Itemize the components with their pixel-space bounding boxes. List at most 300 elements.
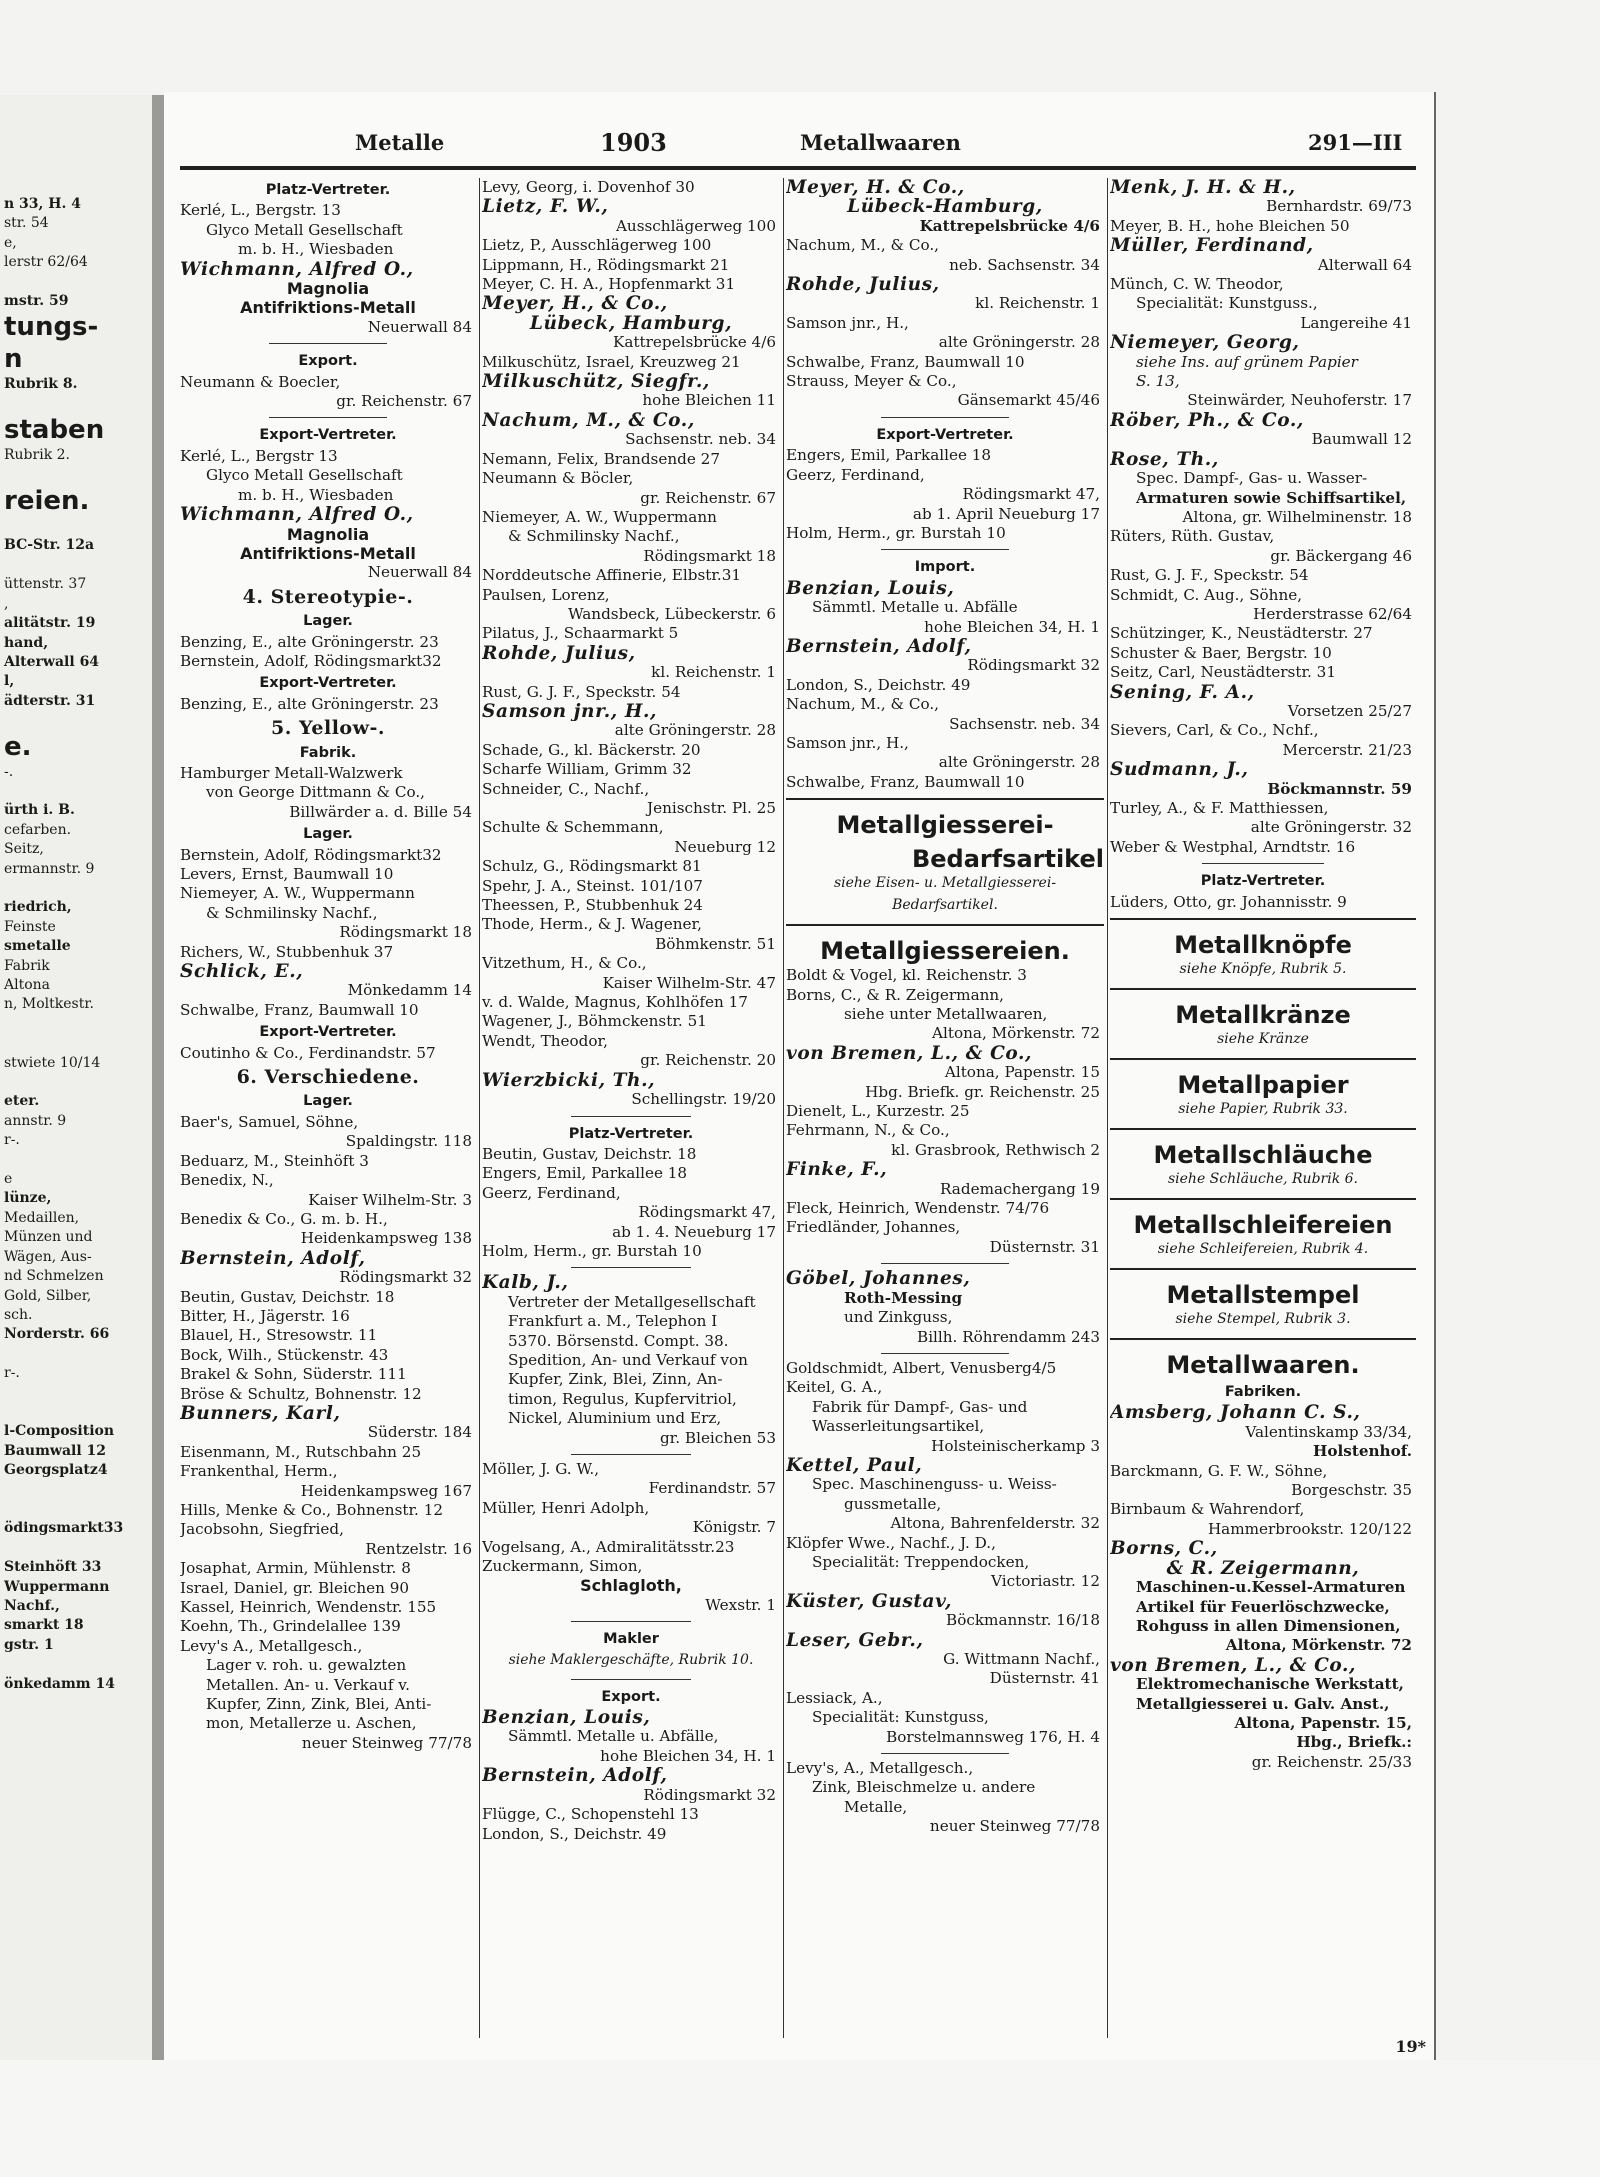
entry-line: Wendt, Theodor, xyxy=(482,1031,608,1050)
left-page-text-fragment xyxy=(4,273,149,292)
firm-name: Niemeyer, Georg, xyxy=(1110,333,1300,353)
entry-line: London, S., Deichstr. 49 xyxy=(482,1824,667,1843)
entry-line: Niemeyer, A. W., Wuppermann xyxy=(180,884,415,903)
entry-line: Coutinho & Co., Ferdinandstr. 57 xyxy=(180,1043,436,1062)
left-page-text-fragment: l-Composition xyxy=(4,1423,115,1440)
entry-line: Dienelt, L., Kurzestr. 25 xyxy=(786,1102,970,1121)
entry-detail: Vertreter der Metallgesellschaft xyxy=(508,1292,756,1311)
left-page-text-fragment: e, xyxy=(4,234,17,251)
entry-line: Sievers, Carl, & Co., Nchf., xyxy=(1110,721,1319,740)
directory-page xyxy=(164,92,1436,2060)
firm-name: Benzian, Louis, xyxy=(786,578,955,599)
entry-line: Milkuschütz, Israel, Kreuzweg 21 xyxy=(482,352,741,371)
address-line: Alterwall 64 xyxy=(1317,255,1412,274)
address-line: gr. Reichenstr. 20 xyxy=(640,1051,776,1070)
section-rule xyxy=(1110,988,1416,990)
left-page-text-fragment xyxy=(4,1073,149,1092)
left-page-text-fragment: riedrich, xyxy=(4,899,72,916)
entry-detail: Metallgiesserei u. Galv. Anst., xyxy=(1136,1694,1390,1713)
left-page-text-fragment: e xyxy=(4,1171,13,1188)
column-divider xyxy=(783,178,784,2038)
address-line: gr. Reichenstr. 25/33 xyxy=(1251,1752,1412,1771)
entry-detail: Elektromechanische Werkstatt, xyxy=(1136,1675,1404,1694)
section-title: Metallgiesserei- xyxy=(836,811,1054,840)
product-line: Antifriktions-Metall xyxy=(240,543,416,563)
firm-name: Menk, J. H. & H., xyxy=(1110,178,1296,198)
entry-line: Beduarz, M., Steinhöft 3 xyxy=(180,1151,369,1170)
left-page-text-fragment: Baumwall 12 xyxy=(4,1442,107,1459)
book-gutter xyxy=(152,95,164,2060)
address-line: Gänsemarkt 45/46 xyxy=(957,391,1100,410)
entry-line: Israel, Daniel, gr. Bleichen 90 xyxy=(180,1578,410,1597)
left-page-text-fragment: stwiete 10/14 xyxy=(4,1054,101,1071)
entry-detail: Metallen. An- u. Verkauf v. xyxy=(206,1675,410,1694)
entry-line: Lippmann, H., Rödingsmarkt 21 xyxy=(482,255,730,274)
entry-line: Friedländer, Johannes, xyxy=(786,1218,961,1237)
firm-name: Wierzbicki, Th., xyxy=(482,1070,656,1091)
address-line: Kattrepelsbrücke 4/6 xyxy=(919,216,1100,235)
entry-line: London, S., Deichstr. 49 xyxy=(786,675,971,694)
entry-line: Beutin, Gustav, Deichstr. 18 xyxy=(482,1144,697,1163)
address-line: Altona, Bahrenfelderstr. 32 xyxy=(890,1514,1100,1533)
entry-line: Vogelsang, A., Admiralitätsstr.23 xyxy=(482,1537,735,1556)
address-line: kl. Grasbrook, Rethwisch 2 xyxy=(891,1140,1100,1159)
firm-name: Lübeck, Hamburg, xyxy=(529,313,733,334)
address-line: Düsternstr. 41 xyxy=(989,1669,1100,1688)
left-page-text-fragment: Wägen, Aus- xyxy=(4,1248,92,1265)
firm-name: Finke, F., xyxy=(786,1160,888,1180)
left-page-text-fragment xyxy=(4,1481,149,1500)
firm-name: Meyer, H. & Co., xyxy=(786,178,965,198)
left-page-text-fragment xyxy=(4,1015,149,1034)
left-page-text-fragment: alitätstr. 19 xyxy=(4,615,96,632)
entry-line: Scharfe William, Grimm 32 xyxy=(482,760,692,779)
separator-rule xyxy=(571,1454,690,1455)
entry-line: Engers, Emil, Parkallee 18 xyxy=(482,1164,688,1183)
firm-name: Borns, C., xyxy=(1110,1539,1218,1559)
entry-detail: Roth-Messing xyxy=(844,1288,963,1307)
address-line: Böhmkenstr. 51 xyxy=(655,934,776,953)
left-page-text-fragment: r-. xyxy=(4,1132,20,1149)
entry-line: Samson jnr., H., xyxy=(786,313,909,332)
address-line: Hbg., Briefk.: xyxy=(1296,1733,1412,1752)
entry-line: v. d. Walde, Magnus, Kohlhöfen 17 xyxy=(482,993,748,1012)
entry-detail: Glyco Metall Gesellschaft xyxy=(206,466,403,485)
address-line: Böckmannstr. 59 xyxy=(1267,779,1412,798)
address-line: kl. Reichenstr. 1 xyxy=(651,663,776,682)
entry-detail: Spedition, An- und Verkauf von xyxy=(508,1350,748,1369)
entry-detail: und Zinkguss, xyxy=(844,1308,953,1327)
left-page-text-fragment: staben xyxy=(4,415,105,446)
entry-detail: Rohguss in allen Dimensionen, xyxy=(1136,1616,1401,1635)
address-line: Ferdinandstr. 57 xyxy=(648,1479,776,1498)
left-page-text-fragment xyxy=(4,1500,149,1519)
entry-line: Keitel, G. A., xyxy=(786,1378,883,1397)
address-line: Kattrepelsbrücke 4/6 xyxy=(613,333,776,352)
address-line: Victoriastr. 12 xyxy=(991,1572,1100,1591)
address-line: Borgeschstr. 35 xyxy=(1291,1481,1412,1500)
cross-reference: siehe Schleifereien, Rubrik 4. xyxy=(1157,1241,1369,1258)
section-rule xyxy=(1110,1198,1416,1200)
entry-detail: gussmetalle, xyxy=(844,1494,942,1513)
entry-line: Neumann & Böcler, xyxy=(482,469,634,488)
subsection-heading: Export-Vertreter. xyxy=(259,1024,397,1041)
address-line: Bernhardstr. 69/73 xyxy=(1266,197,1412,216)
entry-line: Richers, W., Stubbenhuk 37 xyxy=(180,942,394,961)
left-page-edge xyxy=(0,95,155,2060)
firm-name: Leser, Gebr., xyxy=(786,1630,924,1650)
address-line: Neuerwall 84 xyxy=(367,563,472,582)
scan-bottom xyxy=(0,2060,1600,2177)
firm-name: Bunners, Karl, xyxy=(180,1403,341,1424)
entry-line: Koehn, Th., Grindelallee 139 xyxy=(180,1617,401,1636)
entry-line: Nachum, M., & Co., xyxy=(786,695,940,714)
entry-line: Flügge, C., Schopenstehl 13 xyxy=(482,1805,699,1824)
left-page-text-fragment: önkedamm 14 xyxy=(4,1675,115,1692)
product-line: Magnolia xyxy=(286,524,370,544)
entry-line: Vitzethum, H., & Co., xyxy=(482,954,647,973)
separator-rule xyxy=(881,549,1008,550)
left-page-text-fragment: üttenstr. 37 xyxy=(4,576,87,593)
entry-line: Lessiack, A., xyxy=(786,1688,883,1707)
firm-name: von Bremen, L., & Co., xyxy=(1110,1655,1357,1676)
separator-rule xyxy=(269,343,387,344)
left-page-text-fragment: Rubrik 8. xyxy=(4,376,78,393)
entry-line: Schwalbe, Franz, Baumwall 10 xyxy=(180,1000,419,1019)
left-page-text-fragment: r-. xyxy=(4,1365,20,1382)
entry-line: Birnbaum & Wahrendorf, xyxy=(1110,1500,1305,1519)
separator-rule xyxy=(881,1353,1008,1354)
section-title: Metallgiessereien. xyxy=(820,937,1070,966)
cross-reference: siehe Kränze xyxy=(1217,1031,1309,1048)
subsection-heading: Platz-Vertreter. xyxy=(1200,873,1326,890)
entry-detail: m. b. H., Wiesbaden xyxy=(238,240,394,259)
left-page-text-fragment: Seitz, xyxy=(4,841,44,858)
entry-line: Geerz, Ferdinand, xyxy=(786,465,925,484)
entry-line: Brakel & Sohn, Süderstr. 111 xyxy=(180,1365,407,1384)
entry-line: Levy's, A., Metallgesch., xyxy=(786,1759,974,1778)
firm-name: Bernstein, Adolf, xyxy=(180,1248,366,1269)
address-line: Schellingstr. 19/20 xyxy=(631,1090,776,1109)
entry-line: Paulsen, Lorenz, xyxy=(482,585,610,604)
subsection-heading: Lager. xyxy=(303,613,353,630)
entry-detail: Kupfer, Zink, Blei, Zinn, An- xyxy=(508,1370,723,1389)
address-line: Rödingsmarkt 18 xyxy=(339,923,472,942)
address-line: Königstr. 7 xyxy=(692,1518,776,1537)
address-line: Süderstr. 184 xyxy=(367,1423,472,1442)
entry-line: Levers, Ernst, Baumwall 10 xyxy=(180,865,394,883)
entry-line: Meyer, B. H., hohe Bleichen 50 xyxy=(1110,216,1350,235)
left-page-text-fragment xyxy=(4,517,149,536)
entry-detail: Specialität: Kunstguss., xyxy=(1136,294,1318,313)
address-line: gr. Reichenstr. 67 xyxy=(640,488,776,507)
subsection-heading: Export-Vertreter. xyxy=(259,427,397,444)
address-line: Vorsetzen 25/27 xyxy=(1287,701,1412,720)
separator-rule xyxy=(571,1621,690,1622)
column-3 xyxy=(786,178,1104,2038)
entry-line: Müller, Henri Adolph, xyxy=(482,1498,650,1517)
entry-detail: m. b. H., Wiesbaden xyxy=(238,485,394,504)
entry-line: Lietz, P., Ausschlägerweg 100 xyxy=(482,236,712,255)
subsection-heading: Fabriken. xyxy=(1224,1384,1302,1401)
firm-name: Wichmann, Alfred O., xyxy=(180,259,414,280)
entry-line: Benzing, E., alte Gröningerstr. 23 xyxy=(180,632,439,651)
separator-rule xyxy=(881,417,1008,418)
entry-line: Benedix, N., xyxy=(180,1171,274,1190)
entry-line: Weber & Westphal, Arndtstr. 16 xyxy=(1110,837,1356,856)
entry-line: Lüders, Otto, gr. Johannisstr. 9 xyxy=(1110,892,1347,911)
address-line: alte Gröningerstr. 32 xyxy=(1250,818,1412,837)
entry-line: Bock, Wilh., Stückenstr. 43 xyxy=(180,1345,389,1364)
left-page-text-fragment: Nachf., xyxy=(4,1598,60,1614)
left-page-text-fragment: Fabrik xyxy=(4,957,50,974)
entry-line: Schulz, G., Rödingsmarkt 81 xyxy=(482,857,702,876)
address-line: Rademachergang 19 xyxy=(940,1179,1100,1198)
firm-name: Rohde, Julius, xyxy=(482,643,636,664)
entry-line: Schade, G., kl. Bäckerstr. 20 xyxy=(482,740,701,759)
firm-name: & R. Zeigermann, xyxy=(1166,1558,1360,1579)
separator-rule xyxy=(571,1116,690,1117)
column-divider xyxy=(479,178,480,2038)
firm-name: Milkuschütz, Siegfr., xyxy=(482,372,710,392)
entry-line: Schwalbe, Franz, Baumwall 10 xyxy=(786,352,1025,371)
address-line: alte Gröningerstr. 28 xyxy=(614,721,776,740)
address-line: Sachsenstr. neb. 34 xyxy=(625,430,776,449)
cross-reference: siehe Stempel, Rubrik 3. xyxy=(1175,1311,1351,1328)
entry-line: Jacobsohn, Siegfried, xyxy=(180,1520,344,1539)
firm-name: Rohde, Julius, xyxy=(786,275,940,295)
entry-line: Geerz, Ferdinand, xyxy=(482,1183,621,1202)
entry-line: Strauss, Meyer & Co., xyxy=(786,372,957,391)
left-page-text-fragment: lünze, xyxy=(4,1190,52,1207)
firm-name: Meyer, H., & Co., xyxy=(482,294,668,314)
left-page-text-fragment: hand, xyxy=(4,634,49,651)
address-line: Valentinskamp 33/34, xyxy=(1245,1422,1412,1441)
entry-detail: Specialität: Kunstguss, xyxy=(812,1708,989,1727)
left-page-text-fragment: Altona xyxy=(4,977,51,993)
left-page-text-fragment: Münzen und xyxy=(4,1229,93,1246)
column-divider xyxy=(1107,178,1108,2038)
entry-detail: Armaturen sowie Schiffsartikel, xyxy=(1136,488,1407,507)
address-line: Altona, Papenstr. 15, xyxy=(1234,1713,1412,1732)
separator-rule xyxy=(881,1753,1008,1754)
firm-name: Bernstein, Adolf, xyxy=(482,1766,668,1786)
left-page-text-fragment xyxy=(4,1151,149,1170)
left-page-text-fragment xyxy=(4,782,149,801)
entry-detail: von George Dittmann & Co., xyxy=(206,783,425,802)
address-line: gr. Reichenstr. 67 xyxy=(336,392,472,411)
left-page-text-fragment: smarkt 18 xyxy=(4,1617,84,1634)
left-page-text-fragment: Gold, Silber, xyxy=(4,1287,92,1304)
address-line: Billh. Röhrendamm 243 xyxy=(917,1327,1100,1346)
left-page-text-fragment xyxy=(4,1384,149,1403)
left-page-text-fragment: tungs- xyxy=(4,312,99,343)
entry-line: Engers, Emil, Parkallee 18 xyxy=(786,446,992,465)
entry-line: Neumann & Boecler, xyxy=(180,372,341,391)
category-heading: 4. Stereotypie-. xyxy=(242,585,414,608)
entry-detail: Metalle, xyxy=(844,1797,908,1816)
entry-detail: Maschinen-u.Kessel-Armaturen xyxy=(1136,1578,1406,1597)
address-line: Steinwärder, Neuhoferstr. 17 xyxy=(1187,391,1412,410)
firm-name: Rose, Th., xyxy=(1110,449,1219,470)
address-line: alte Gröningerstr. 28 xyxy=(938,753,1100,772)
entry-line: Spehr, J. A., Steinst. 101/107 xyxy=(482,876,703,895)
page-header xyxy=(180,126,1416,160)
entry-line: Boldt & Vogel, kl. Reichenstr. 3 xyxy=(786,966,1027,985)
address-line: neuer Steinweg 77/78 xyxy=(301,1733,472,1752)
header-section: Metallwaaren xyxy=(800,130,961,155)
address-line: Kaiser Wilhelm-Str. 47 xyxy=(602,973,776,992)
cross-reference: siehe Schläuche, Rubrik 6. xyxy=(1167,1171,1358,1188)
column-2 xyxy=(482,178,780,2038)
entry-line: Turley, A., & F. Matthiessen, xyxy=(1110,799,1329,817)
header-year: 1903 xyxy=(600,128,667,157)
left-page-text-fragment: n 33, H. 4 xyxy=(4,196,81,212)
entry-detail: Lager v. roh. u. gewalzten xyxy=(206,1656,407,1675)
left-page-text-fragment: Alterwall 64 xyxy=(4,653,100,670)
section-rule xyxy=(1110,1128,1416,1130)
left-page-text-fragment xyxy=(4,1403,149,1422)
firm-name: Lietz, F. W., xyxy=(482,197,609,217)
left-page-text-fragment: Steinhöft 33 xyxy=(4,1559,102,1576)
entry-line: Nemann, Felix, Brandsende 27 xyxy=(482,449,720,468)
entry-line: Goldschmidt, Albert, Venusberg4/5 xyxy=(786,1358,1057,1377)
subsection-heading: Lager. xyxy=(303,826,353,843)
address-line: Rödingsmarkt 32 xyxy=(643,1785,776,1804)
address-line: Altona, gr. Wilhelminenstr. 18 xyxy=(1182,507,1412,526)
firm-name: von Bremen, L., & Co., xyxy=(786,1043,1033,1064)
entry-detail: Nickel, Aluminium und Erz, xyxy=(508,1409,722,1428)
address-line: Rödingsmarkt 18 xyxy=(643,546,776,565)
entry-line: Kerlé, L., Bergstr 13 xyxy=(180,446,338,465)
subsection-heading: Import. xyxy=(914,559,976,576)
separator-rule xyxy=(571,1267,690,1268)
entry-line: Möller, J. G. W., xyxy=(482,1460,600,1478)
address-line: Altona, Papenstr. 15 xyxy=(944,1063,1100,1082)
address-line: Billwärder a. d. Bille 54 xyxy=(289,802,472,821)
firm-name: Schlick, E., xyxy=(180,962,304,982)
entry-line: Rüters, Rüth. Gustav, xyxy=(1110,527,1275,546)
entry-line: Josaphat, Armin, Mühlenstr. 8 xyxy=(180,1559,411,1578)
entry-line: Kerlé, L., Bergstr. 13 xyxy=(180,201,341,220)
address-line: Ausschlägerweg 100 xyxy=(615,216,776,235)
address-line: Kaiser Wilhelm-Str. 3 xyxy=(308,1190,472,1209)
address-line: gr. Bleichen 53 xyxy=(659,1428,776,1447)
entry-detail: Frankfurt a. M., Telephon I xyxy=(508,1312,718,1331)
left-page-text-fragment: n, Moltkestr. xyxy=(4,996,94,1013)
separator-rule xyxy=(1202,863,1324,864)
firm-name: Röber, Ph., & Co., xyxy=(1110,410,1304,431)
entry-line: Hills, Menke & Co., Bohnenstr. 12 xyxy=(180,1501,444,1519)
entry-line: Rust, G. J. F., Speckstr. 54 xyxy=(482,682,681,701)
category-heading: 5. Yellow-. xyxy=(271,717,385,740)
entry-line: Schneider, C., Nachf., xyxy=(482,779,650,798)
left-page-text-fragment: l, xyxy=(4,673,15,690)
entry-line: Schützinger, K., Neustädterstr. 27 xyxy=(1110,624,1373,643)
entry-line: Schulte & Schemmann, xyxy=(482,818,664,837)
address-line: Herderstrasse 62/64 xyxy=(1253,604,1412,623)
left-page-text-fragment: Georgsplatz4 xyxy=(4,1462,108,1479)
address-line: Borstelmannsweg 176, H. 4 xyxy=(886,1727,1100,1746)
entry-line: Beutin, Gustav, Deichstr. 18 xyxy=(180,1287,395,1306)
entry-line: Nachum, M., & Co., xyxy=(786,236,940,255)
firm-name: Amsberg, Johann C. S., xyxy=(1110,1403,1361,1423)
entry-line: Bitter, H., Jägerstr. 16 xyxy=(180,1306,350,1325)
cross-reference: siehe Knöpfe, Rubrik 5. xyxy=(1179,961,1347,978)
entry-line: Samson jnr., H., xyxy=(786,733,909,752)
left-page-text-fragment: Norderstr. 66 xyxy=(4,1326,110,1343)
section-rule xyxy=(1110,1268,1416,1270)
address-line: Wexstr. 1 xyxy=(705,1595,776,1614)
address-line: hohe Bleichen 34, H. 1 xyxy=(924,617,1100,636)
entry-line: Kassel, Heinrich, Wendenstr. 155 xyxy=(180,1598,437,1617)
firm-name: Wichmann, Alfred O., xyxy=(180,505,414,525)
address-line: Jenischstr. Pl. 25 xyxy=(647,799,776,817)
left-page-fragments xyxy=(4,195,149,1694)
entry-detail: Sämmtl. Metalle u. Abfälle, xyxy=(508,1727,719,1746)
firm-name: Küster, Gustav, xyxy=(786,1591,953,1612)
entry-line: Meyer, C. H. A., Hopfenmarkt 31 xyxy=(482,275,736,294)
address-line: Altona, Mörkenstr. 72 xyxy=(1225,1636,1412,1655)
left-page-text-fragment: ermannstr. 9 xyxy=(4,860,95,877)
entry-line: Zuckermann, Simon, xyxy=(482,1557,643,1576)
left-page-text-fragment: Medaillen, xyxy=(4,1209,80,1226)
left-page-text-fragment: sch. xyxy=(4,1306,33,1323)
left-page-text-fragment: Feinste xyxy=(4,918,56,935)
left-page-text-fragment: ödingsmarkt33 xyxy=(4,1520,124,1537)
address-line: Mercerstr. 21/23 xyxy=(1282,740,1412,759)
entry-detail: Glyco Metall Gesellschaft xyxy=(206,220,403,239)
address-line: Altona, Mörkenstr. 72 xyxy=(932,1024,1100,1043)
subsection-heading: Export-Vertreter. xyxy=(876,426,1014,443)
entry-line: Levy, Georg, i. Dovenhof 30 xyxy=(482,178,695,196)
page-signature: 19* xyxy=(1395,2037,1426,2056)
left-page-text-fragment: e. xyxy=(4,731,32,762)
address-line: Böckmannstr. 16/18 xyxy=(946,1611,1100,1630)
address-line: Wandsbeck, Lübeckerstr. 6 xyxy=(567,604,776,623)
entry-line: Eisenmann, M., Rutschbahn 25 xyxy=(180,1442,422,1461)
section-title: Metallschläuche xyxy=(1153,1141,1373,1170)
entry-line: Bernstein, Adolf, Rödingsmarkt32 xyxy=(180,845,442,864)
left-page-text-fragment: -. xyxy=(4,763,14,780)
address-line: ab 1. April Neueburg 17 xyxy=(912,504,1100,523)
section-rule xyxy=(1110,1338,1416,1340)
address-line: hohe Bleichen 34, H. 1 xyxy=(600,1746,776,1765)
entry-line: Bernstein, Adolf, Rödingsmarkt32 xyxy=(180,651,442,670)
address-line: Rödingsmarkt 32 xyxy=(967,656,1100,675)
left-page-text-fragment: lerstr 62/64 xyxy=(4,254,88,271)
left-page-text-fragment: smetalle xyxy=(4,938,71,955)
address-line: Rödingsmarkt 32 xyxy=(339,1268,472,1287)
category-heading: 6. Verschiedene. xyxy=(236,1066,420,1089)
address-line: Baumwall 12 xyxy=(1311,430,1412,449)
entry-detail: S. 13, xyxy=(1136,372,1180,391)
address-line: Rödingsmarkt 47, xyxy=(962,485,1100,504)
entry-detail: Wasserleitungsartikel, xyxy=(812,1417,985,1436)
product-line: Schlagloth, xyxy=(580,1576,682,1596)
address-line: alte Gröningerstr. 28 xyxy=(938,333,1100,352)
section-title: Metallkränze xyxy=(1175,1001,1351,1030)
address-line: Spaldingstr. 118 xyxy=(345,1132,472,1151)
section-title: Metallknöpfe xyxy=(1174,931,1352,960)
entry-line: Holm, Herm., gr. Burstah 10 xyxy=(786,523,1006,542)
entry-line: Thode, Herm., & J. Wagener, xyxy=(482,915,702,934)
entry-line: Klöpfer Wwe., Nachf., J. D., xyxy=(786,1533,996,1552)
firm-name: Müller, Ferdinand, xyxy=(1110,236,1314,256)
entry-detail: Zink, Bleischmelze u. andere xyxy=(812,1778,1036,1797)
separator-rule xyxy=(571,1679,690,1680)
left-page-text-fragment xyxy=(4,556,149,575)
